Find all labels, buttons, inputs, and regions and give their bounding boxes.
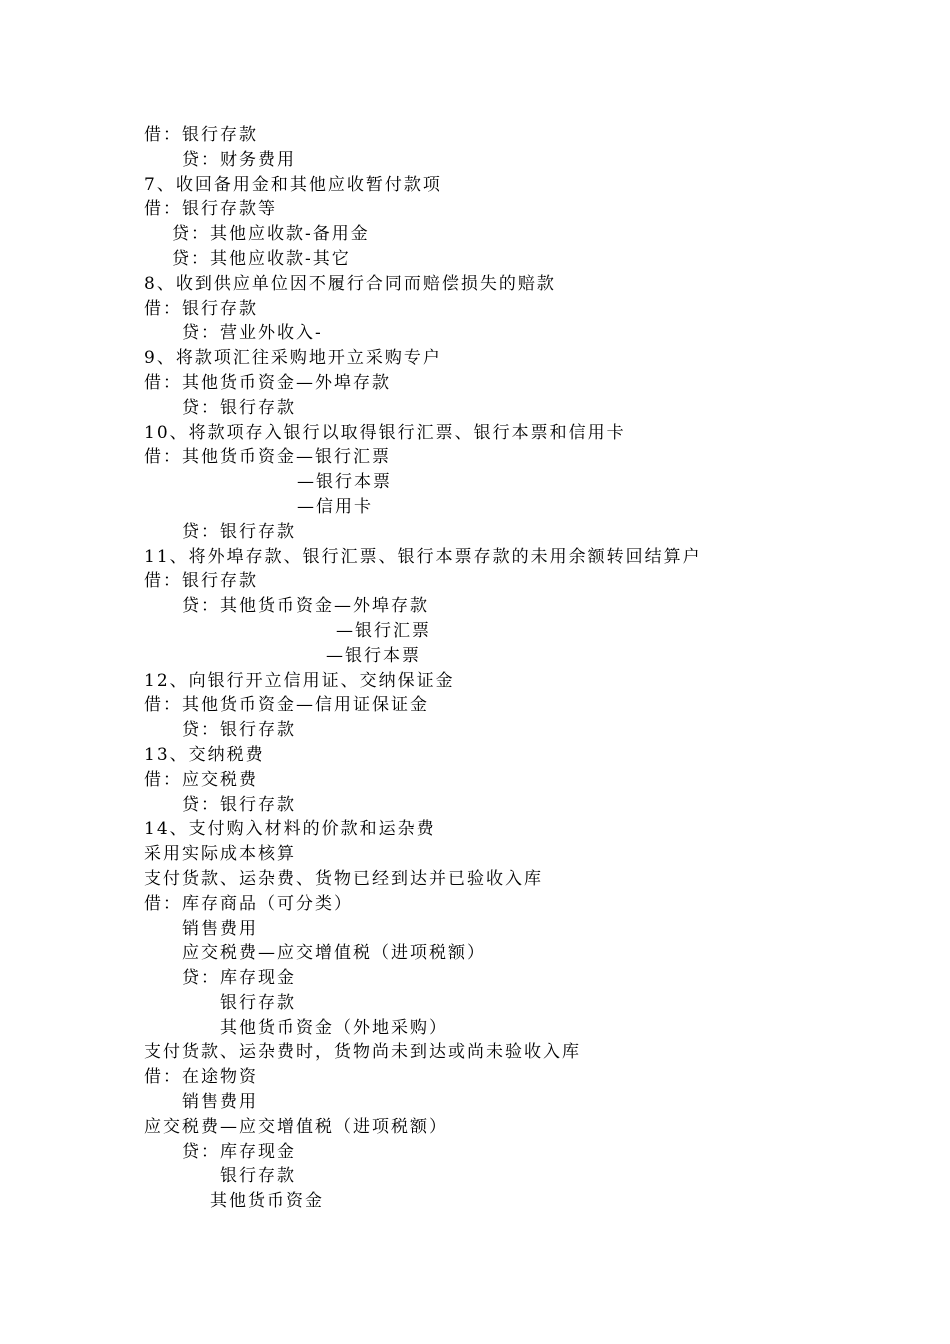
text-line: 贷：其他应收款-其它 bbox=[172, 248, 351, 269]
text-line: 10、将款项存入银行以取得银行汇票、银行本票和信用卡 bbox=[144, 422, 626, 443]
text-line: 贷：营业外收入- bbox=[182, 323, 323, 344]
text-line: 支付货款、运杂费时，货物尚未到达或尚未验收入库 bbox=[144, 1042, 581, 1063]
text-line: 其他货币资金 bbox=[210, 1191, 324, 1212]
text-line: 银行存款 bbox=[220, 1166, 296, 1187]
text-line: 贷：库存现金 bbox=[182, 968, 296, 989]
text-line: 采用实际成本核算 bbox=[144, 844, 296, 865]
text-line: 银行存款 bbox=[220, 992, 296, 1013]
text-line: 7、收回备用金和其他应收暂付款项 bbox=[144, 174, 442, 195]
text-line: 应交税费—应交增值税（进项税额） bbox=[182, 943, 486, 964]
text-line: 借：其他货币资金—信用证保证金 bbox=[144, 695, 429, 716]
text-line: —银行本票 bbox=[326, 645, 421, 666]
text-line: 借：银行存款 bbox=[144, 571, 258, 592]
text-line: 贷：银行存款 bbox=[182, 794, 296, 815]
text-line: 借：银行存款 bbox=[144, 298, 258, 319]
text-line: 14、支付购入材料的价款和运杂费 bbox=[144, 819, 436, 840]
text-line: 其他货币资金（外地采购） bbox=[220, 1017, 448, 1038]
text-line: 贷：其他应收款-备用金 bbox=[172, 224, 370, 245]
text-line: 11、将外埠存款、银行汇票、银行本票存款的未用余额转回结算户 bbox=[144, 546, 702, 567]
text-line: 销售费用 bbox=[182, 1092, 258, 1113]
text-line: —银行汇票 bbox=[336, 620, 431, 641]
text-line: 贷：银行存款 bbox=[182, 397, 296, 418]
text-line: 支付货款、运杂费、货物已经到达并已验收入库 bbox=[144, 868, 543, 889]
text-line: 8、收到供应单位因不履行合同而赔偿损失的赔款 bbox=[144, 273, 556, 294]
text-line: 借：银行存款 bbox=[144, 125, 258, 145]
text-line: 借：其他货币资金—外埠存款 bbox=[144, 372, 391, 393]
text-line: 贷：财务费用 bbox=[182, 149, 296, 170]
text-line: 贷：其他货币资金—外埠存款 bbox=[182, 596, 429, 617]
text-line: 销售费用 bbox=[182, 918, 258, 939]
text-line: 借：应交税费 bbox=[144, 769, 258, 790]
text-line: 借：库存商品（可分类） bbox=[144, 893, 353, 914]
text-line: —信用卡 bbox=[297, 496, 373, 517]
text-line: 借：其他货币资金—银行汇票 bbox=[144, 447, 391, 468]
text-line: 贷：银行存款 bbox=[182, 720, 296, 741]
text-line: 应交税费—应交增值税（进项税额） bbox=[144, 1116, 448, 1137]
text-line: 借：在途物资 bbox=[144, 1067, 258, 1088]
text-line: 贷：库存现金 bbox=[182, 1141, 296, 1162]
text-line: —银行本票 bbox=[297, 472, 392, 493]
text-line: 13、交纳税费 bbox=[144, 744, 265, 765]
text-line: 借：银行存款等 bbox=[144, 199, 277, 220]
document-body bbox=[144, 123, 864, 1214]
text-line: 贷：银行存款 bbox=[182, 521, 296, 542]
text-line: 12、向银行开立信用证、交纳保证金 bbox=[144, 670, 455, 691]
text-line: 9、将款项汇往采购地开立采购专户 bbox=[144, 348, 442, 369]
